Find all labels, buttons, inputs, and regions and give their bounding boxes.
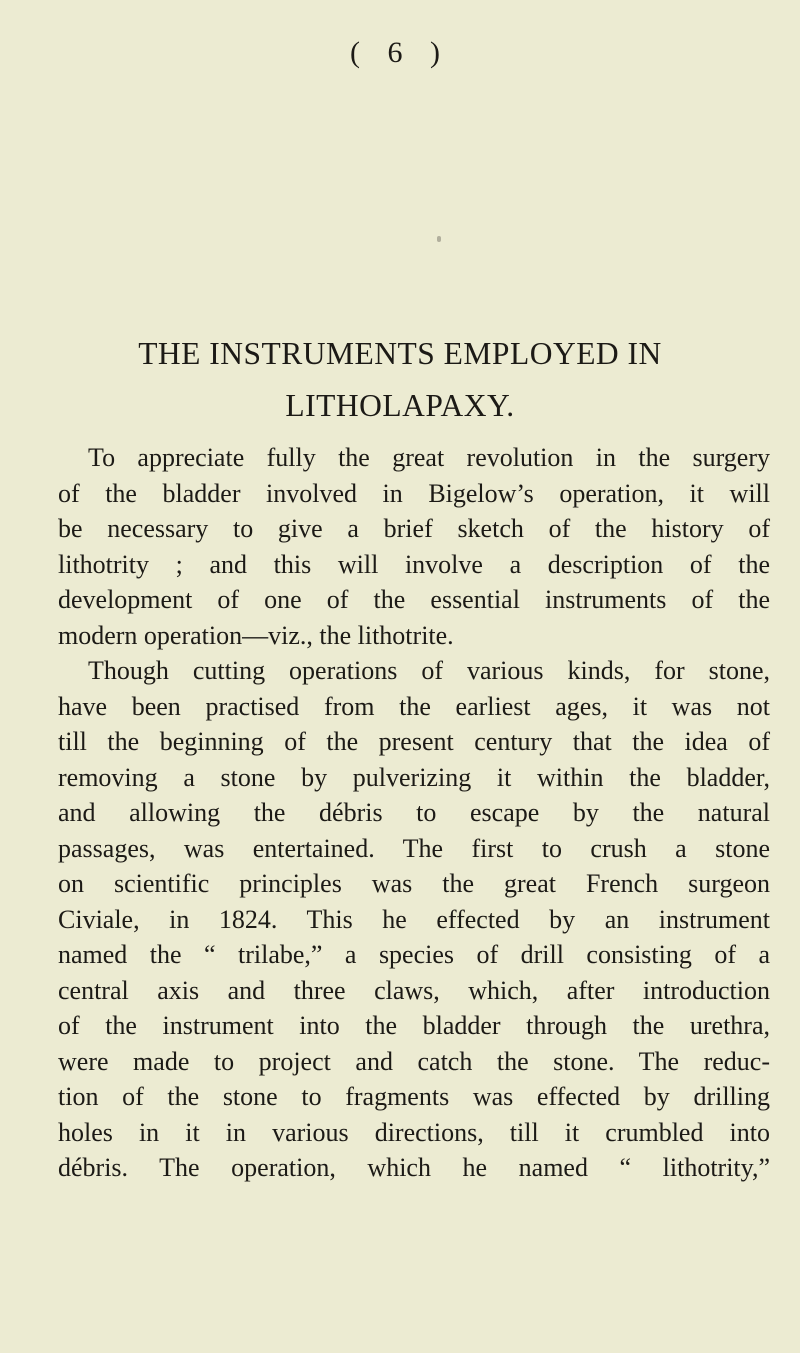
page-number: ( 6 ) (350, 36, 450, 69)
text-line: on scientific principles was the great French surgeon (58, 869, 770, 898)
text-line: central axis and three claws, which, after introduction (58, 975, 770, 1005)
text-line: till the beginning of the present century that the idea of (58, 727, 770, 756)
text-line: modern operation—viz., the lithotrite. (58, 620, 454, 650)
body-text (58, 440, 770, 1186)
ink-speck (437, 236, 441, 242)
text-line: To appreciate fully the great revolution in the surgery (88, 443, 770, 472)
text-line: of the instrument into the bladder through the urethra, (58, 1011, 770, 1040)
text-line: tion of the stone to fragments was effected by drilling (58, 1082, 770, 1111)
paragraph-2 (58, 653, 770, 1186)
chapter-title-line-1: THE INSTRUMENTS EMPLOYED IN (138, 336, 662, 371)
text-line: passages, was entertained. The first to crush a stone (58, 833, 770, 863)
text-line: holes in it in various directions, till it crumbled into (58, 1117, 770, 1147)
text-line: removing a stone by pulverizing it within the bladder, (58, 762, 770, 792)
text-line: Though cutting operations of various kinds, for stone, (88, 656, 770, 685)
paragraph-1 (58, 440, 770, 653)
chapter-title (0, 328, 800, 432)
text-line: of the bladder involved in Bigelow’s operation, it will (58, 478, 770, 508)
text-line: lithotrity ; and this will involve a description of the (58, 549, 770, 579)
text-line: and allowing the débris to escape by the natural (58, 798, 770, 827)
text-line: be necessary to give a brief sketch of the history of (58, 514, 770, 543)
text-line: débris. The operation, which he named “ lithotrity,” (58, 1153, 770, 1182)
text-line: development of one of the essential instruments of the (58, 585, 770, 614)
text-line: named the “ trilabe,” a species of drill consisting of a (58, 940, 770, 969)
chapter-title-line-2: LITHOLAPAXY. (285, 388, 515, 423)
text-line: were made to project and catch the stone. The reduc- (58, 1046, 770, 1076)
text-line: Civiale, in 1824. This he effected by an instrument (58, 904, 770, 934)
text-line: have been practised from the earliest ages, it was not (58, 691, 770, 721)
